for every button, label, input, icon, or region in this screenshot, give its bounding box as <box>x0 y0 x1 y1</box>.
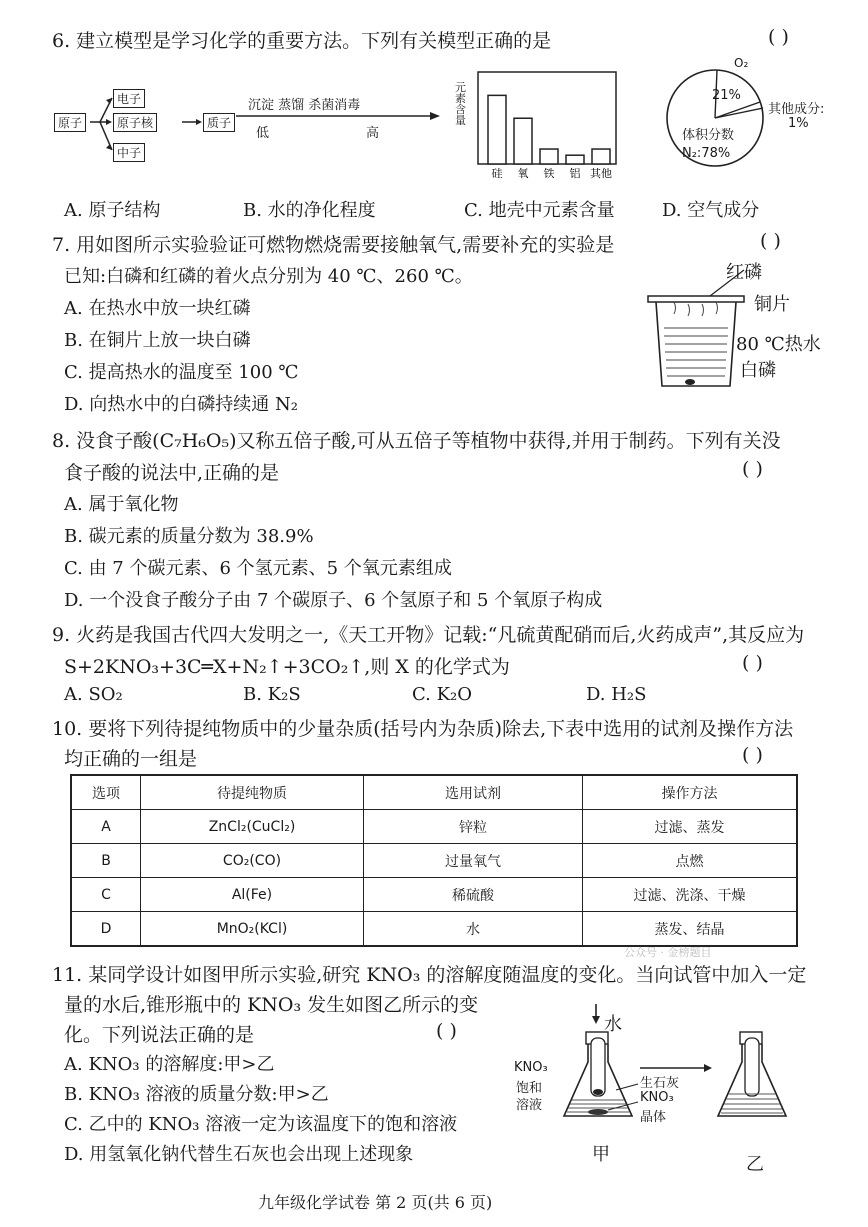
table-cell: D <box>71 912 141 947</box>
table-cell: 蒸发、结晶 <box>583 912 798 947</box>
q6-stem: 6. 建立模型是学习化学的重要方法。下列有关模型正确的是 <box>52 30 552 52</box>
fig11-solution-label-1: KNO₃ <box>514 1060 548 1075</box>
table-cell: A <box>71 810 141 844</box>
fig7-red-p-label: 红磷 <box>726 262 762 283</box>
crust-tick-label: 氧 <box>517 167 529 180</box>
q10-stem-line2: 均正确的一组是 <box>64 748 198 770</box>
q9-option-a: A. SO₂ <box>64 684 123 705</box>
table-cell: 过滤、洗涤、干燥 <box>583 878 798 912</box>
flask-svg <box>560 1004 790 1132</box>
table-header: 选用试剂 <box>364 775 583 810</box>
q11-option-c: C. 乙中的 KNO₃ 溶液一定为该温度下的饱和溶液 <box>64 1114 458 1135</box>
table-row <box>71 878 797 912</box>
q11-option-d: D. 用氢氧化钠代替生石灰也会出现上述现象 <box>64 1144 414 1165</box>
water-low: 低 <box>256 126 270 141</box>
fig11-water-label: 水 <box>604 1014 622 1035</box>
q11-option-b: B. KNO₃ 溶液的质量分数:甲>乙 <box>64 1084 329 1105</box>
table-header: 操作方法 <box>583 775 798 810</box>
table-cell: C <box>71 878 141 912</box>
water-high: 高 <box>366 126 380 141</box>
q11-answer-paren: ( ) <box>436 1020 457 1042</box>
table-row <box>71 810 797 844</box>
table-cell: 锌粒 <box>364 810 583 844</box>
crust-bar-3 <box>566 155 584 164</box>
q11-stem-line2: 量的水后,锥形瓶中的 KNO₃ 发生如图乙所示的变 <box>64 994 479 1016</box>
q7-answer-paren: ( ) <box>760 230 781 252</box>
crust-bar-2 <box>540 149 558 164</box>
crust-bar-0 <box>488 95 506 164</box>
pie-o2-pct: 21% <box>712 88 741 103</box>
q9-stem-line2: S+2KNO₃+3C═X+N₂↑+3CO₂↑,则 X 的化学式为 <box>64 656 510 678</box>
table-cell: 稀硫酸 <box>364 878 583 912</box>
table-cell: Al(Fe) <box>141 878 364 912</box>
crust-tick-label: 硅 <box>491 167 503 180</box>
table-row <box>71 912 797 947</box>
page-footer: 九年级化学试卷 第 2 页(共 6 页) <box>258 1193 493 1212</box>
q8-option-a: A. 属于氧化物 <box>64 494 179 515</box>
fig7-copper-label: 铜片 <box>754 294 790 315</box>
crust-bar-4 <box>592 149 610 164</box>
q7-option-d: D. 向热水中的白磷持续通 N₂ <box>64 394 298 415</box>
crust-tick-label: 铁 <box>543 167 555 180</box>
crust-tick-label: 铝 <box>569 167 581 180</box>
q7-option-b: B. 在铜片上放一块白磷 <box>64 330 251 351</box>
fig7-hot-water-label: 80 ℃热水 <box>736 334 821 355</box>
table-cell: MnO₂(KCl) <box>141 912 364 947</box>
q8-option-c: C. 由 7 个碳元素、6 个氢元素、5 个氧元素组成 <box>64 558 452 579</box>
table-header: 选项 <box>71 775 141 810</box>
table-cell: CO₂(CO) <box>141 844 364 878</box>
table-header-row <box>71 775 797 810</box>
q10-answer-paren: ( ) <box>742 744 763 766</box>
fig11-yi-label: 乙 <box>746 1154 764 1175</box>
electron-box: 电子 <box>113 89 145 108</box>
fig11-solution-label-2: 饱和 <box>516 1081 543 1096</box>
proton-box: 质子 <box>203 113 235 132</box>
q7-option-a: A. 在热水中放一块红磷 <box>64 298 251 319</box>
q7-option-c: C. 提高热水的温度至 100 ℃ <box>64 362 299 383</box>
pie-n2-label: N₂:78% <box>682 146 731 161</box>
fig11-crystal-label-2: 晶体 <box>640 1110 667 1125</box>
q7-stem: 7. 用如图所示实验验证可燃物燃烧需要接触氧气,需要补充的实验是 <box>52 234 615 256</box>
atom-box: 原子 <box>54 113 86 132</box>
crust-chart-svg <box>470 70 620 180</box>
q10-table <box>70 774 798 947</box>
q9-stem-line1: 9. 火药是我国古代四大发明之一,《天工开物》记载:“凡硫黄配硝而后,火药成声”,其反应为 <box>52 624 805 646</box>
q6-option-c: C. 地壳中元素含量 <box>464 200 615 221</box>
table-header: 待提纯物质 <box>141 775 364 810</box>
fig11-jia-label: 甲 <box>592 1144 610 1165</box>
q11-option-a: A. KNO₃ 的溶解度:甲>乙 <box>64 1054 275 1075</box>
crust-bar-1 <box>514 118 532 164</box>
neutron-box: 中子 <box>113 143 145 162</box>
q9-option-b: B. K₂S <box>243 684 301 705</box>
water-steps: 沉淀 蒸馏 杀菌消毒 <box>248 98 361 113</box>
crust-ylabel: 元素含量 <box>455 81 466 127</box>
watermark: 公众号 · 金榜题目 <box>624 946 712 959</box>
q9-option-d: D. H₂S <box>586 684 647 705</box>
fig11-lime-label: 生石灰 <box>640 1076 680 1091</box>
table-cell: 点燃 <box>583 844 798 878</box>
crust-tick-label: 其他 <box>590 167 612 180</box>
table-cell: 水 <box>364 912 583 947</box>
fig11-solution-label-3: 溶液 <box>516 1098 543 1113</box>
table-cell: 过滤、蒸发 <box>583 810 798 844</box>
fig11-crystal-label-1: KNO₃ <box>640 1090 674 1105</box>
q9-answer-paren: ( ) <box>742 652 763 674</box>
table-cell: B <box>71 844 141 878</box>
nucleus-box: 原子核 <box>113 113 157 132</box>
table-cell: 过量氧气 <box>364 844 583 878</box>
pie-o2-label: O₂ <box>734 56 749 70</box>
q8-option-b: B. 碳元素的质量分数为 38.9% <box>64 526 314 547</box>
q11-stem-line3: 化。下列说法正确的是 <box>64 1024 255 1046</box>
q9-option-c: C. K₂O <box>412 684 472 705</box>
q6-option-a: A. 原子结构 <box>64 200 161 221</box>
q6-option-d: D. 空气成分 <box>662 200 760 221</box>
q11-stem-line1: 11. 某同学设计如图甲所示实验,研究 KNO₃ 的溶解度随温度的变化。当向试管中加入一定 <box>52 964 807 986</box>
q6-option-b: B. 水的净化程度 <box>243 200 376 221</box>
q8-option-d: D. 一个没食子酸分子由 7 个碳原子、6 个氢原子和 5 个氧原子构成 <box>64 590 603 611</box>
q8-answer-paren: ( ) <box>742 458 763 480</box>
pie-other-pct: 1% <box>788 116 809 131</box>
pie-center-label: 体积分数 <box>682 128 735 143</box>
q10-stem-line1: 10. 要将下列待提纯物质中的少量杂质(括号内为杂质)除去,下表中选用的试剂及操作方法 <box>52 718 794 740</box>
table-cell: ZnCl₂(CuCl₂) <box>141 810 364 844</box>
pie-other-label: 其他成分: <box>768 102 825 117</box>
q6-answer-paren: ( ) <box>768 26 789 48</box>
fig7-white-p-label: 白磷 <box>740 360 776 381</box>
q8-stem-line1: 8. 没食子酸(C₇H₆O₅)又称五倍子酸,可从五倍子等植物中获得,并用于制药。下列有关没 <box>52 430 781 452</box>
q8-stem-line2: 食子酸的说法中,正确的是 <box>64 462 280 484</box>
table-row <box>71 844 797 878</box>
water-arrow <box>236 110 442 122</box>
q7-note: 已知:白磷和红磷的着火点分别为 40 ℃、260 ℃。 <box>64 266 473 287</box>
